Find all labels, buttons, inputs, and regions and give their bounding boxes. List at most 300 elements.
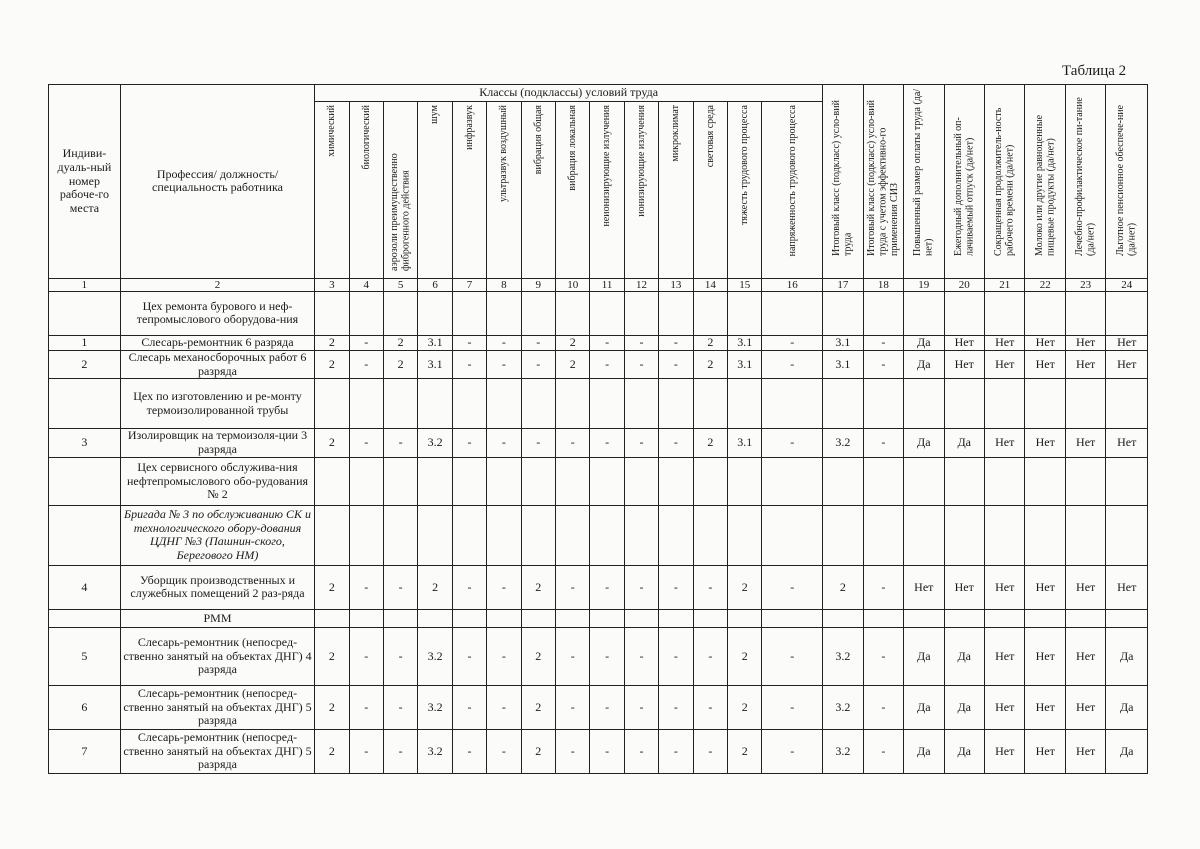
class-value-cell: 2 <box>555 335 589 350</box>
table-row <box>49 729 1148 773</box>
class-value-cell: - <box>863 335 903 350</box>
class-value-cell: Нет <box>944 335 984 350</box>
empty-cell <box>349 457 383 505</box>
empty-cell <box>418 505 452 565</box>
empty-cell <box>659 505 693 565</box>
class-value-cell: - <box>624 685 658 729</box>
empty-cell <box>590 291 624 335</box>
empty-cell <box>521 505 555 565</box>
header-milk: Молоко или другие равноценные пищевые продукты (да/нет) <box>1025 85 1065 279</box>
class-value-cell: 3.2 <box>823 685 863 729</box>
empty-cell <box>487 291 521 335</box>
class-value-cell: - <box>452 627 486 685</box>
column-number: 20 <box>944 278 984 291</box>
empty-cell <box>904 379 944 429</box>
class-value-cell: 3.2 <box>418 627 452 685</box>
class-value-cell: - <box>659 627 693 685</box>
table-row <box>49 685 1148 729</box>
class-value-cell: - <box>349 685 383 729</box>
class-value-cell: 2 <box>823 565 863 609</box>
class-value-cell: - <box>590 429 624 458</box>
empty-cell <box>383 505 417 565</box>
empty-cell <box>349 379 383 429</box>
empty-cell <box>823 609 863 627</box>
class-value-cell: 2 <box>693 429 727 458</box>
class-value-cell: - <box>624 565 658 609</box>
column-number: 15 <box>728 278 762 291</box>
class-value-cell: - <box>693 565 727 609</box>
empty-cell <box>985 379 1025 429</box>
class-value-cell: 2 <box>383 335 417 350</box>
empty-cell <box>762 609 823 627</box>
column-number: 21 <box>985 278 1025 291</box>
empty-cell <box>555 609 589 627</box>
empty-cell <box>659 379 693 429</box>
class-value-cell: - <box>555 429 589 458</box>
class-value-cell: - <box>624 729 658 773</box>
profession-name: Слесарь-ремонтник (непосред-ственно занятый на объектах ДНГ) 5 разряда <box>120 685 314 729</box>
column-number: 5 <box>383 278 417 291</box>
class-value-cell: - <box>590 335 624 350</box>
class-value-cell: Да <box>904 429 944 458</box>
class-value-cell: - <box>863 685 903 729</box>
class-value-cell: Нет <box>1065 565 1105 609</box>
empty-cell <box>1065 291 1105 335</box>
class-value-cell: - <box>659 335 693 350</box>
empty-cell <box>985 457 1025 505</box>
workplace-number: 4 <box>49 565 121 609</box>
workplace-number: 3 <box>49 429 121 458</box>
class-value-cell: Да <box>904 627 944 685</box>
class-value-cell: 2 <box>521 627 555 685</box>
class-value-cell: 2 <box>521 565 555 609</box>
class-value-cell: - <box>762 627 823 685</box>
class-value-cell: - <box>590 565 624 609</box>
empty-cell <box>944 505 984 565</box>
class-value-cell: - <box>521 350 555 379</box>
empty-cell <box>1025 291 1065 335</box>
column-number: 2 <box>120 278 314 291</box>
empty-cell <box>693 457 727 505</box>
class-value-cell: Да <box>1106 729 1148 773</box>
header-additional-leave: Ежегодный дополнительный оп-лачиваемый отпуск (да/нет) <box>944 85 984 279</box>
empty-cell <box>624 505 658 565</box>
header-therapeutic-food: Лечебно-профилактическое пи-тание (да/нет) <box>1065 85 1105 279</box>
class-value-cell: 2 <box>315 429 349 458</box>
class-value-cell: - <box>693 685 727 729</box>
workplace-number: 5 <box>49 627 121 685</box>
empty-cell <box>693 609 727 627</box>
empty-cell <box>624 609 658 627</box>
class-value-cell: - <box>762 685 823 729</box>
empty-cell <box>762 291 823 335</box>
column-number: 14 <box>693 278 727 291</box>
class-value-cell: 2 <box>418 565 452 609</box>
workplace-number: 7 <box>49 729 121 773</box>
class-value-cell: - <box>349 429 383 458</box>
class-value-cell: - <box>863 350 903 379</box>
empty-cell <box>1025 457 1065 505</box>
class-value-cell: - <box>659 685 693 729</box>
header-classes-group: Классы (подклассы) условий труда <box>315 85 823 102</box>
class-value-cell: - <box>624 335 658 350</box>
class-value-cell: 2 <box>315 350 349 379</box>
class-value-cell: - <box>590 350 624 379</box>
empty-cell <box>985 609 1025 627</box>
header-increased-pay: Повышенный размер оплаты труда (да/нет) <box>904 85 944 279</box>
column-number: 8 <box>487 278 521 291</box>
header-factor: микроклимат <box>659 102 693 279</box>
class-value-cell: - <box>555 565 589 609</box>
empty-cell <box>418 457 452 505</box>
class-value-cell: - <box>487 350 521 379</box>
column-number: 9 <box>521 278 555 291</box>
class-value-cell: 2 <box>521 729 555 773</box>
class-value-cell: - <box>521 335 555 350</box>
empty-cell <box>1025 609 1065 627</box>
class-value-cell: Нет <box>1106 429 1148 458</box>
empty-cell <box>315 457 349 505</box>
class-value-cell: - <box>452 685 486 729</box>
working-conditions-table-wrapper <box>48 84 1148 774</box>
class-value-cell: - <box>762 429 823 458</box>
class-value-cell: - <box>521 429 555 458</box>
class-value-cell: 3.2 <box>823 729 863 773</box>
empty-cell <box>555 457 589 505</box>
profession-name: Уборщик производственных и служебных помещений 2 раз-ряда <box>120 565 314 609</box>
section-title: Бригада № 3 по обслуживанию СК и технологического обору-дования ЦДНГ №3 (Пашнин-ского, Берегового НМ) <box>120 505 314 565</box>
workplace-number: 2 <box>49 350 121 379</box>
empty-cell <box>418 609 452 627</box>
class-value-cell: - <box>590 685 624 729</box>
class-value-cell: - <box>762 350 823 379</box>
column-number: 12 <box>624 278 658 291</box>
class-value-cell: - <box>349 627 383 685</box>
empty-cell <box>590 457 624 505</box>
class-value-cell: - <box>383 627 417 685</box>
class-value-cell: - <box>452 429 486 458</box>
empty-cell <box>383 379 417 429</box>
header-factor: вибрация общая <box>521 102 555 279</box>
class-value-cell: Нет <box>1065 350 1105 379</box>
class-value-cell: Нет <box>985 565 1025 609</box>
column-number: 11 <box>590 278 624 291</box>
class-value-cell: - <box>624 627 658 685</box>
empty-cell <box>590 609 624 627</box>
header-factor: неионизирующие излучения <box>590 102 624 279</box>
section-row <box>49 291 1148 335</box>
empty-cell <box>904 505 944 565</box>
empty-cell <box>418 291 452 335</box>
empty-cell <box>555 291 589 335</box>
empty-cell <box>693 505 727 565</box>
header-factor: аэрозоли преимущественно фиброгенного действия <box>383 102 417 279</box>
class-value-cell: - <box>383 565 417 609</box>
class-value-cell: Нет <box>904 565 944 609</box>
header-factor: напряженность трудового процесса <box>762 102 823 279</box>
class-value-cell: - <box>659 429 693 458</box>
class-value-cell: Нет <box>1106 335 1148 350</box>
class-value-cell: Да <box>944 429 984 458</box>
empty-cell <box>728 609 762 627</box>
class-value-cell: - <box>863 429 903 458</box>
empty-cell <box>1065 505 1105 565</box>
empty-cell <box>349 291 383 335</box>
class-value-cell: Нет <box>1106 565 1148 609</box>
class-value-cell: Да <box>904 350 944 379</box>
class-value-cell: Нет <box>1025 627 1065 685</box>
empty-cell <box>555 379 589 429</box>
empty-cell <box>487 457 521 505</box>
empty-cell <box>863 379 903 429</box>
class-value-cell: 3.1 <box>823 335 863 350</box>
class-value-cell: Нет <box>985 627 1025 685</box>
column-number: 1 <box>49 278 121 291</box>
empty-cell <box>944 609 984 627</box>
table-row <box>49 429 1148 458</box>
empty-cell <box>624 457 658 505</box>
table-caption: Таблица 2 <box>1062 63 1127 79</box>
class-value-cell: 2 <box>315 565 349 609</box>
class-value-cell: 3.1 <box>728 429 762 458</box>
empty-cell <box>452 457 486 505</box>
class-value-cell: - <box>762 729 823 773</box>
class-value-cell: - <box>452 350 486 379</box>
section-title: Цех сервисного обслужива-ния нефтепромыслового обо-рудования № 2 <box>120 457 314 505</box>
class-value-cell: - <box>487 429 521 458</box>
empty-cell <box>383 457 417 505</box>
class-value-cell: 2 <box>728 565 762 609</box>
table-row <box>49 335 1148 350</box>
class-value-cell: 2 <box>693 335 727 350</box>
class-value-cell: 3.2 <box>418 729 452 773</box>
header-factor: инфразвук <box>452 102 486 279</box>
empty-cell <box>1106 379 1148 429</box>
class-value-cell: 3.1 <box>823 350 863 379</box>
profession-name: Слесарь-ремонтник (непосред-ственно занятый на объектах ДНГ) 5 разряда <box>120 729 314 773</box>
empty-cell <box>762 379 823 429</box>
class-value-cell: - <box>590 627 624 685</box>
empty-cell <box>521 379 555 429</box>
empty-cell <box>823 505 863 565</box>
class-value-cell: - <box>863 565 903 609</box>
empty-cell <box>728 291 762 335</box>
empty-cell <box>49 609 121 627</box>
class-value-cell: - <box>349 565 383 609</box>
empty-cell <box>383 609 417 627</box>
header-factor: вибрация локальная <box>555 102 589 279</box>
class-value-cell: Да <box>944 627 984 685</box>
class-value-cell: 2 <box>383 350 417 379</box>
class-value-cell: - <box>487 627 521 685</box>
empty-cell <box>659 291 693 335</box>
column-number: 16 <box>762 278 823 291</box>
workplace-number: 1 <box>49 335 121 350</box>
class-value-cell: - <box>487 729 521 773</box>
empty-cell <box>1106 291 1148 335</box>
empty-cell <box>904 457 944 505</box>
section-row <box>49 457 1148 505</box>
class-value-cell: Нет <box>985 429 1025 458</box>
table-body <box>49 291 1148 773</box>
class-value-cell: Нет <box>1025 685 1065 729</box>
class-value-cell: 2 <box>315 729 349 773</box>
header-workplace-number: Индиви-дуаль-ный номер рабоче-го места <box>49 85 121 279</box>
empty-cell <box>1025 505 1065 565</box>
empty-cell <box>823 291 863 335</box>
empty-cell <box>944 457 984 505</box>
empty-cell <box>521 457 555 505</box>
empty-cell <box>452 609 486 627</box>
profession-name: Слесарь-ремонтник 6 разряда <box>120 335 314 350</box>
empty-cell <box>659 609 693 627</box>
empty-cell <box>315 609 349 627</box>
header-factor: световая среда <box>693 102 727 279</box>
class-value-cell: Да <box>904 729 944 773</box>
header-pension: Льготное пенсионное обеспече-ние (да/нет) <box>1106 85 1148 279</box>
class-value-cell: - <box>863 627 903 685</box>
profession-name: Слесарь механосборочных работ 6 разряда <box>120 350 314 379</box>
class-value-cell: Нет <box>1065 627 1105 685</box>
class-value-cell: Да <box>904 685 944 729</box>
empty-cell <box>521 291 555 335</box>
class-value-cell: Нет <box>944 565 984 609</box>
class-value-cell: - <box>693 627 727 685</box>
header-final-class-siz: Итоговый класс (подкласс) усло-вий труда с учетом эффективно-го применения СИЗ <box>863 85 903 279</box>
class-value-cell: - <box>349 729 383 773</box>
empty-cell <box>590 505 624 565</box>
class-value-cell: - <box>383 685 417 729</box>
class-value-cell: 3.2 <box>823 627 863 685</box>
column-number: 4 <box>349 278 383 291</box>
section-title: Цех ремонта бурового и неф-тепромыслового оборудова-ния <box>120 291 314 335</box>
class-value-cell: - <box>487 685 521 729</box>
empty-cell <box>315 505 349 565</box>
class-value-cell: - <box>555 729 589 773</box>
class-value-cell: Да <box>944 685 984 729</box>
class-value-cell: 2 <box>521 685 555 729</box>
header-factor: биологический <box>349 102 383 279</box>
empty-cell <box>487 379 521 429</box>
empty-cell <box>863 505 903 565</box>
header-row-top <box>49 85 1148 102</box>
class-value-cell: Нет <box>985 685 1025 729</box>
class-value-cell: - <box>452 565 486 609</box>
empty-cell <box>944 379 984 429</box>
class-value-cell: - <box>349 335 383 350</box>
column-number: 17 <box>823 278 863 291</box>
empty-cell <box>985 505 1025 565</box>
empty-cell <box>823 457 863 505</box>
class-value-cell: - <box>487 335 521 350</box>
class-value-cell: Нет <box>1025 729 1065 773</box>
column-number: 23 <box>1065 278 1105 291</box>
table-row <box>49 565 1148 609</box>
header-factor: ультразвук воздушный <box>487 102 521 279</box>
class-value-cell: - <box>383 729 417 773</box>
class-value-cell: 3.1 <box>418 335 452 350</box>
empty-cell <box>590 379 624 429</box>
section-row <box>49 505 1148 565</box>
empty-cell <box>693 291 727 335</box>
class-value-cell: - <box>693 729 727 773</box>
header-factor: шум <box>418 102 452 279</box>
section-row <box>49 379 1148 429</box>
class-value-cell: - <box>555 627 589 685</box>
class-value-cell: Нет <box>1065 729 1105 773</box>
empty-cell <box>49 457 121 505</box>
profession-name: Изолировщик на термоизоля-ции 3 разряда <box>120 429 314 458</box>
column-number: 3 <box>315 278 349 291</box>
class-value-cell: 3.2 <box>418 429 452 458</box>
class-value-cell: 2 <box>728 729 762 773</box>
class-value-cell: - <box>590 729 624 773</box>
empty-cell <box>762 505 823 565</box>
empty-cell <box>1065 457 1105 505</box>
class-value-cell: - <box>487 565 521 609</box>
class-value-cell: - <box>762 335 823 350</box>
class-value-cell: Нет <box>1065 335 1105 350</box>
empty-cell <box>659 457 693 505</box>
class-value-cell: Нет <box>1025 335 1065 350</box>
class-value-cell: - <box>349 350 383 379</box>
working-conditions-table <box>48 84 1148 774</box>
class-value-cell: - <box>452 729 486 773</box>
class-value-cell: - <box>762 565 823 609</box>
header-factor: ионизирующие излучения <box>624 102 658 279</box>
empty-cell <box>315 291 349 335</box>
empty-cell <box>904 609 944 627</box>
empty-cell <box>863 291 903 335</box>
section-row <box>49 609 1148 627</box>
class-value-cell: Нет <box>985 350 1025 379</box>
empty-cell <box>944 291 984 335</box>
class-value-cell: - <box>555 685 589 729</box>
workplace-number: 6 <box>49 685 121 729</box>
empty-cell <box>728 379 762 429</box>
column-number: 10 <box>555 278 589 291</box>
empty-cell <box>487 505 521 565</box>
empty-cell <box>452 291 486 335</box>
column-number: 18 <box>863 278 903 291</box>
class-value-cell: 2 <box>315 685 349 729</box>
empty-cell <box>349 609 383 627</box>
empty-cell <box>693 379 727 429</box>
class-value-cell: 2 <box>728 685 762 729</box>
class-value-cell: 3.2 <box>823 429 863 458</box>
empty-cell <box>1065 379 1105 429</box>
class-value-cell: Нет <box>1025 565 1065 609</box>
empty-cell <box>728 457 762 505</box>
class-value-cell: 3.1 <box>728 350 762 379</box>
class-value-cell: Да <box>944 729 984 773</box>
class-value-cell: - <box>659 565 693 609</box>
class-value-cell: Нет <box>944 350 984 379</box>
class-value-cell: - <box>624 350 658 379</box>
class-value-cell: Нет <box>985 335 1025 350</box>
empty-cell <box>49 291 121 335</box>
empty-cell <box>49 505 121 565</box>
class-value-cell: Нет <box>1025 429 1065 458</box>
header-factor: тяжесть трудового процесса <box>728 102 762 279</box>
empty-cell <box>728 505 762 565</box>
class-value-cell: Да <box>1106 685 1148 729</box>
header-final-class: Итоговый класс (подкласс) усло-вий труда <box>823 85 863 279</box>
class-value-cell: Нет <box>1106 350 1148 379</box>
section-title: Цех по изготовлению и ре-монту термоизолированной трубы <box>120 379 314 429</box>
header-reduced-hours: Сокращенная продолжитель-ность рабочего времени (да/нет) <box>985 85 1025 279</box>
empty-cell <box>418 379 452 429</box>
